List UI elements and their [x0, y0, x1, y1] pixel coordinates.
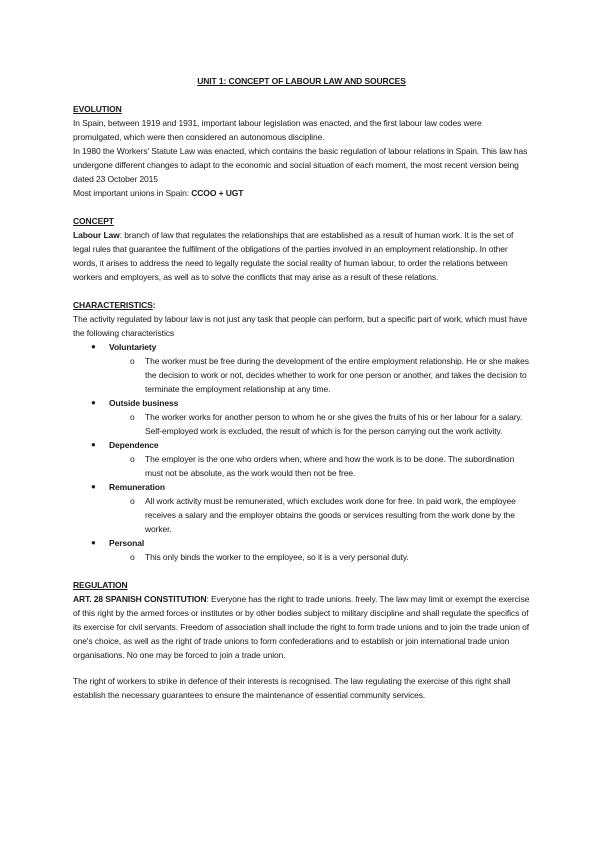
sub-bullet-icon: o [130, 356, 135, 366]
article-reference: ART. 28 SPANISH CONSTITUTION [73, 594, 207, 604]
unions-line [73, 186, 530, 200]
section-regulation [73, 578, 530, 702]
characteristic-detail [73, 410, 530, 438]
bullet-icon: ● [91, 398, 96, 407]
characteristic-item [73, 480, 530, 536]
characteristics-intro: The activity regulated by labour law is not just any task that people can perform, but a specific part of work, which must have the following characteristics [73, 314, 528, 338]
sub-bullet-icon: o [130, 552, 135, 562]
document-page [73, 74, 530, 702]
characteristic-label: Dependence [109, 440, 159, 450]
characteristic-item [73, 438, 530, 480]
section-heading-regulation: REGULATION [73, 580, 128, 590]
section-heading-concept: CONCEPT [73, 216, 114, 226]
characteristic-item [73, 396, 530, 438]
section-characteristics [73, 298, 530, 564]
bullet-icon: ● [91, 342, 96, 351]
concept-term: Labour Law [73, 230, 120, 240]
section-heading-evolution: EVOLUTION [73, 104, 122, 114]
characteristic-detail [73, 550, 530, 564]
characteristic-text: The worker must be free during the development of the entire employment relationship. He or she makes the decision to work or not, decides whether to work for one person or another, and takes the decision to terminate the employment relationship at any time. [145, 356, 529, 394]
unions-value: CCOO + UGT [191, 188, 244, 198]
characteristics-heading-line [73, 298, 530, 312]
sub-bullet-icon: o [130, 454, 135, 464]
bullet-icon: ● [91, 482, 96, 491]
characteristic-label: Remuneration [109, 482, 165, 492]
characteristic-detail [73, 452, 530, 480]
bullet-icon: ● [91, 440, 96, 449]
characteristic-detail [73, 354, 530, 396]
section-heading-characteristics: CHARACTERISTICS [73, 300, 153, 310]
concept-paragraph [73, 228, 530, 284]
characteristic-label: Personal [109, 538, 145, 548]
evolution-paragraph-1: In Spain, between 1919 and 1931, important labour legislation was enacted, and the first labour law codes were promulgated, which were then considered an autonomous discipline. [73, 118, 482, 142]
characteristic-label: Outside business [109, 398, 179, 408]
regulation-paragraph-2: The right of workers to strike in defence of their interests is recognised. The law regulating the exercise of this right shall establish the necessary guarantees to ensure the maintenance of essential community services. [73, 676, 511, 700]
characteristic-detail [73, 494, 530, 536]
characteristic-text: The worker works for another person to whom he or she gives the fruits of his or her labour for a salary. Self-employed work is excluded, the result of which is for the person carrying out the work activity. [145, 412, 523, 436]
sub-bullet-icon: o [130, 412, 135, 422]
characteristic-item [73, 536, 530, 564]
characteristic-text: All work activity must be remunerated, which excludes work done for free. In paid work, the employee receives a salary and the employer obtains the goods or services resulting from the work done by the worker. [145, 496, 516, 534]
section-concept [73, 214, 530, 284]
regulation-paragraph-1 [73, 592, 530, 662]
unions-label: Most important unions in Spain: [73, 188, 192, 198]
concept-definition: : branch of law that regulates the relationships that are established as a result of human work. It is the set of legal rules that guarantee the fulfilment of the obligations of the parties involved in an employment relationship. In other words, it arises to address the need to legally regulate the social reality of human labour, to order the relations between workers and employers, as well as to solve the conflicts that may arise as a result of these relations. [73, 230, 514, 282]
characteristic-item [73, 340, 530, 396]
characteristic-text: This only binds the worker to the employee, so it is a very personal duty. [145, 552, 409, 562]
characteristic-text: The employer is the one who orders when, where and how the work is to be done. The subordination must not be absolute, as the work would then not be free. [145, 454, 515, 478]
heading-colon: : [152, 300, 156, 310]
evolution-paragraph-2: In 1980 the Workers' Statute Law was enacted, which contains the basic regulation of labour relations in Spain. This law has undergone different changes to adapt to the economic and social situation of each moment, the most recent version being dated 23 October 2015 [73, 146, 528, 184]
section-evolution [73, 102, 530, 200]
page-title: UNIT 1: CONCEPT OF LABOUR LAW AND SOURCES [197, 76, 406, 86]
bullet-icon: ● [91, 538, 96, 547]
sub-bullet-icon: o [130, 496, 135, 506]
characteristic-label: Voluntariety [109, 342, 157, 352]
article-text: : Everyone has the right to trade unions. freely. The law may limit or exempt the exercise of this right by the armed forces or institutes or by other bodies subject to military discipline and shall regulate the specifics of its exercise for civil servants. Freedom of association shall include the right to form trade unions and to join the trade union of one's choice, as well as the right of trade unions to form confederations and to establish or join international trade union organisations. No one may be forced to join a trade union. [73, 594, 530, 660]
